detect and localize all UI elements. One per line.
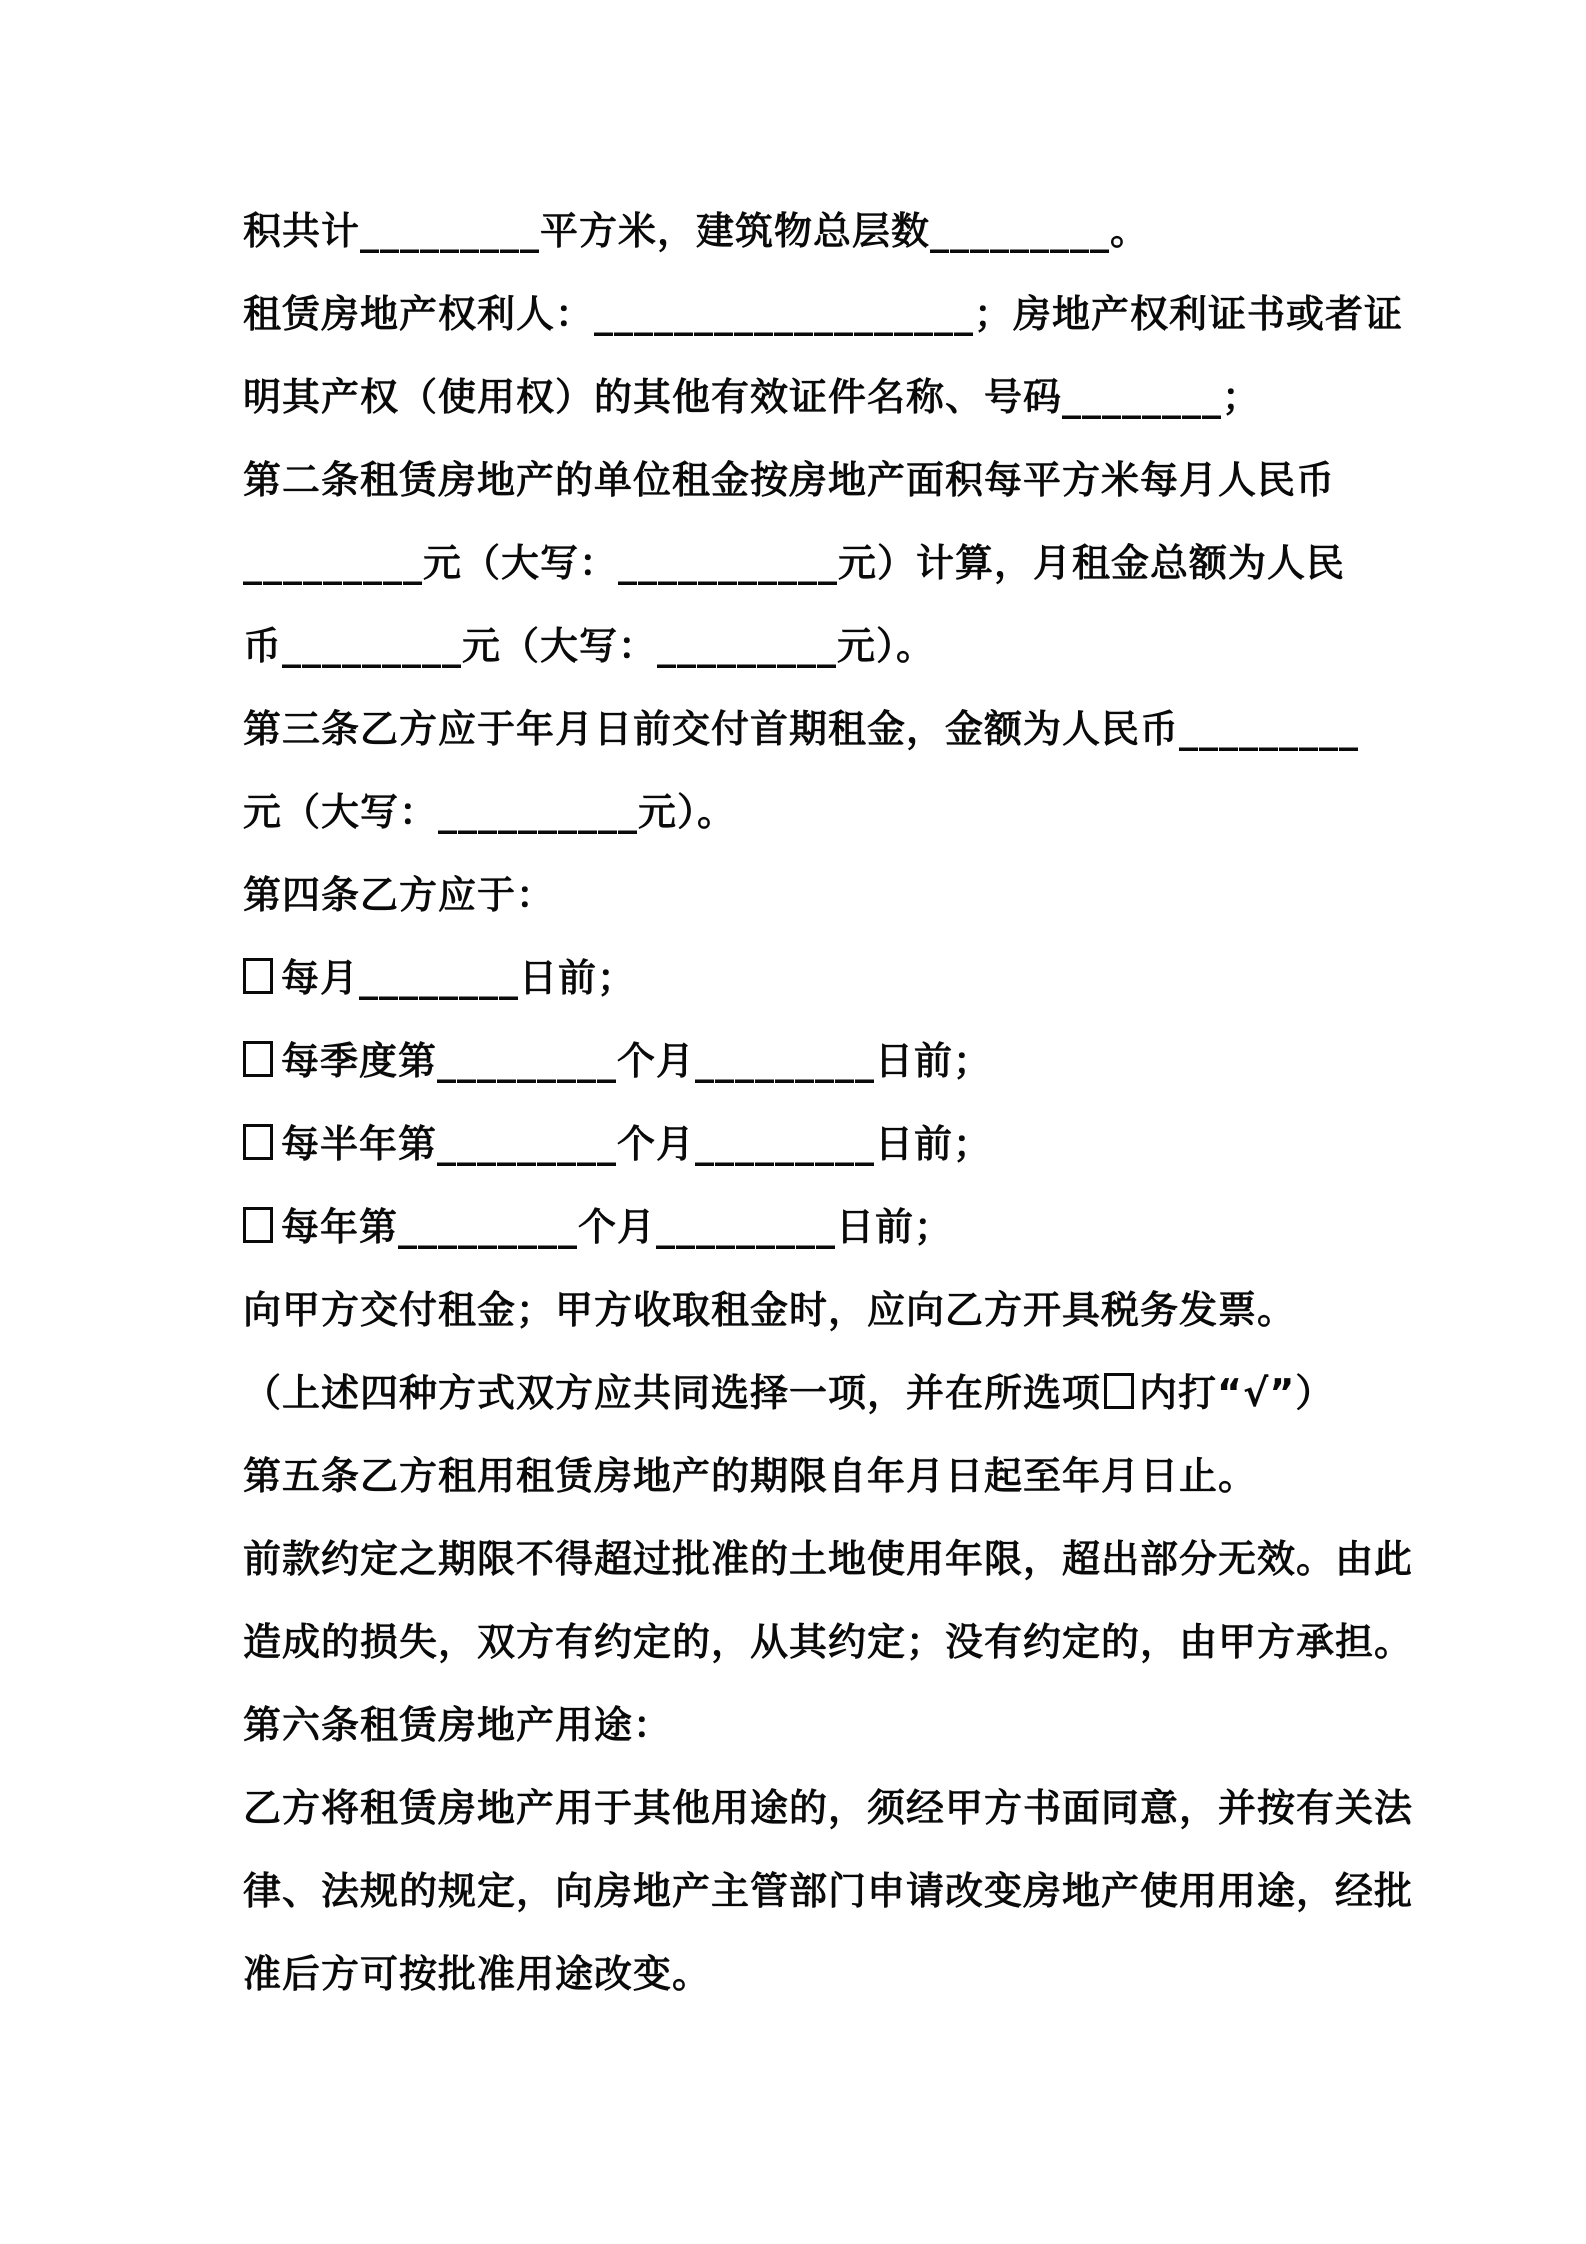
- line-article6-usage-consent: 乙方将租赁房地产用于其他用途的，须经甲方书面同意，并按有关法: [243, 1786, 1414, 1830]
- line-article6-usage-change: 准后方可按批准用途改变。: [243, 1952, 712, 1996]
- payment-option-annual: [243, 1186, 1473, 1269]
- line-article4-intro: 第四条乙方应于：: [243, 873, 556, 917]
- payment-option-semiannual-label: 每半年第_________个月_________日前；: [281, 1122, 993, 1166]
- selection-note-pre: （上述四种方式双方应共同选择一项，并在所选项: [243, 1371, 1102, 1415]
- line-article2-rent-amount: _________元（大写：___________元）计算，月租金总额为人民: [243, 541, 1346, 585]
- inline-checkbox-icon: [1104, 1373, 1134, 1409]
- selection-note-post: 内打“√”）: [1139, 1371, 1335, 1415]
- payment-option-quarterly-label: 每季度第_________个月_________日前；: [281, 1039, 993, 1083]
- line-payment-invoice: 向甲方交付租金；甲方收取租金时，应向乙方开具税务发票。: [243, 1288, 1297, 1332]
- checkbox-icon[interactable]: [243, 1041, 273, 1077]
- payment-option-quarterly: [243, 1020, 1473, 1103]
- line-certificate-name-number: 明其产权（使用权）的其他有效证件名称、号码________；: [243, 375, 1262, 419]
- line-article3-amount-capital: 元（大写：__________元）。: [243, 790, 737, 834]
- line-article2-unit-rent: 第二条租赁房地产的单位租金按房地产面积每平方米每月人民币: [243, 458, 1336, 502]
- payment-option-monthly: [243, 937, 1473, 1020]
- line-article5-lease-term: 第五条乙方租用租赁房地产的期限自年月日起至年月日止。: [243, 1454, 1258, 1498]
- line-property-rights-holder: 租赁房地产权利人：___________________；房地产权利证书或者证: [243, 292, 1404, 336]
- document-body: [243, 190, 1473, 2016]
- payment-option-semiannual: [243, 1103, 1473, 1186]
- line-article6-usage-apply: 律、法规的规定，向房地产主管部门申请改变房地产使用用途，经批: [243, 1869, 1414, 1913]
- line-article5-liability: 造成的损失，双方有约定的，从其约定；没有约定的，由甲方承担。: [243, 1620, 1414, 1664]
- checkbox-icon[interactable]: [243, 958, 273, 994]
- line-selection-note: [243, 1352, 1473, 1435]
- checkbox-icon[interactable]: [243, 1207, 273, 1243]
- line-article2-monthly-total: 币_________元（大写：_________元）。: [243, 624, 936, 668]
- line-article6-usage-title: 第六条租赁房地产用途：: [243, 1703, 673, 1747]
- checkbox-icon[interactable]: [243, 1124, 273, 1160]
- payment-option-annual-label: 每年第_________个月_________日前；: [281, 1205, 954, 1249]
- line-article5-term-limit: 前款约定之期限不得超过批准的土地使用年限，超出部分无效。由此: [243, 1537, 1414, 1581]
- payment-option-monthly-label: 每月________日前；: [281, 956, 637, 1000]
- line-building-area: 积共计_________平方米，建筑物总层数_________。: [243, 209, 1150, 253]
- line-article3-first-rent: 第三条乙方应于年月日前交付首期租金，金额为人民币_________: [243, 707, 1360, 751]
